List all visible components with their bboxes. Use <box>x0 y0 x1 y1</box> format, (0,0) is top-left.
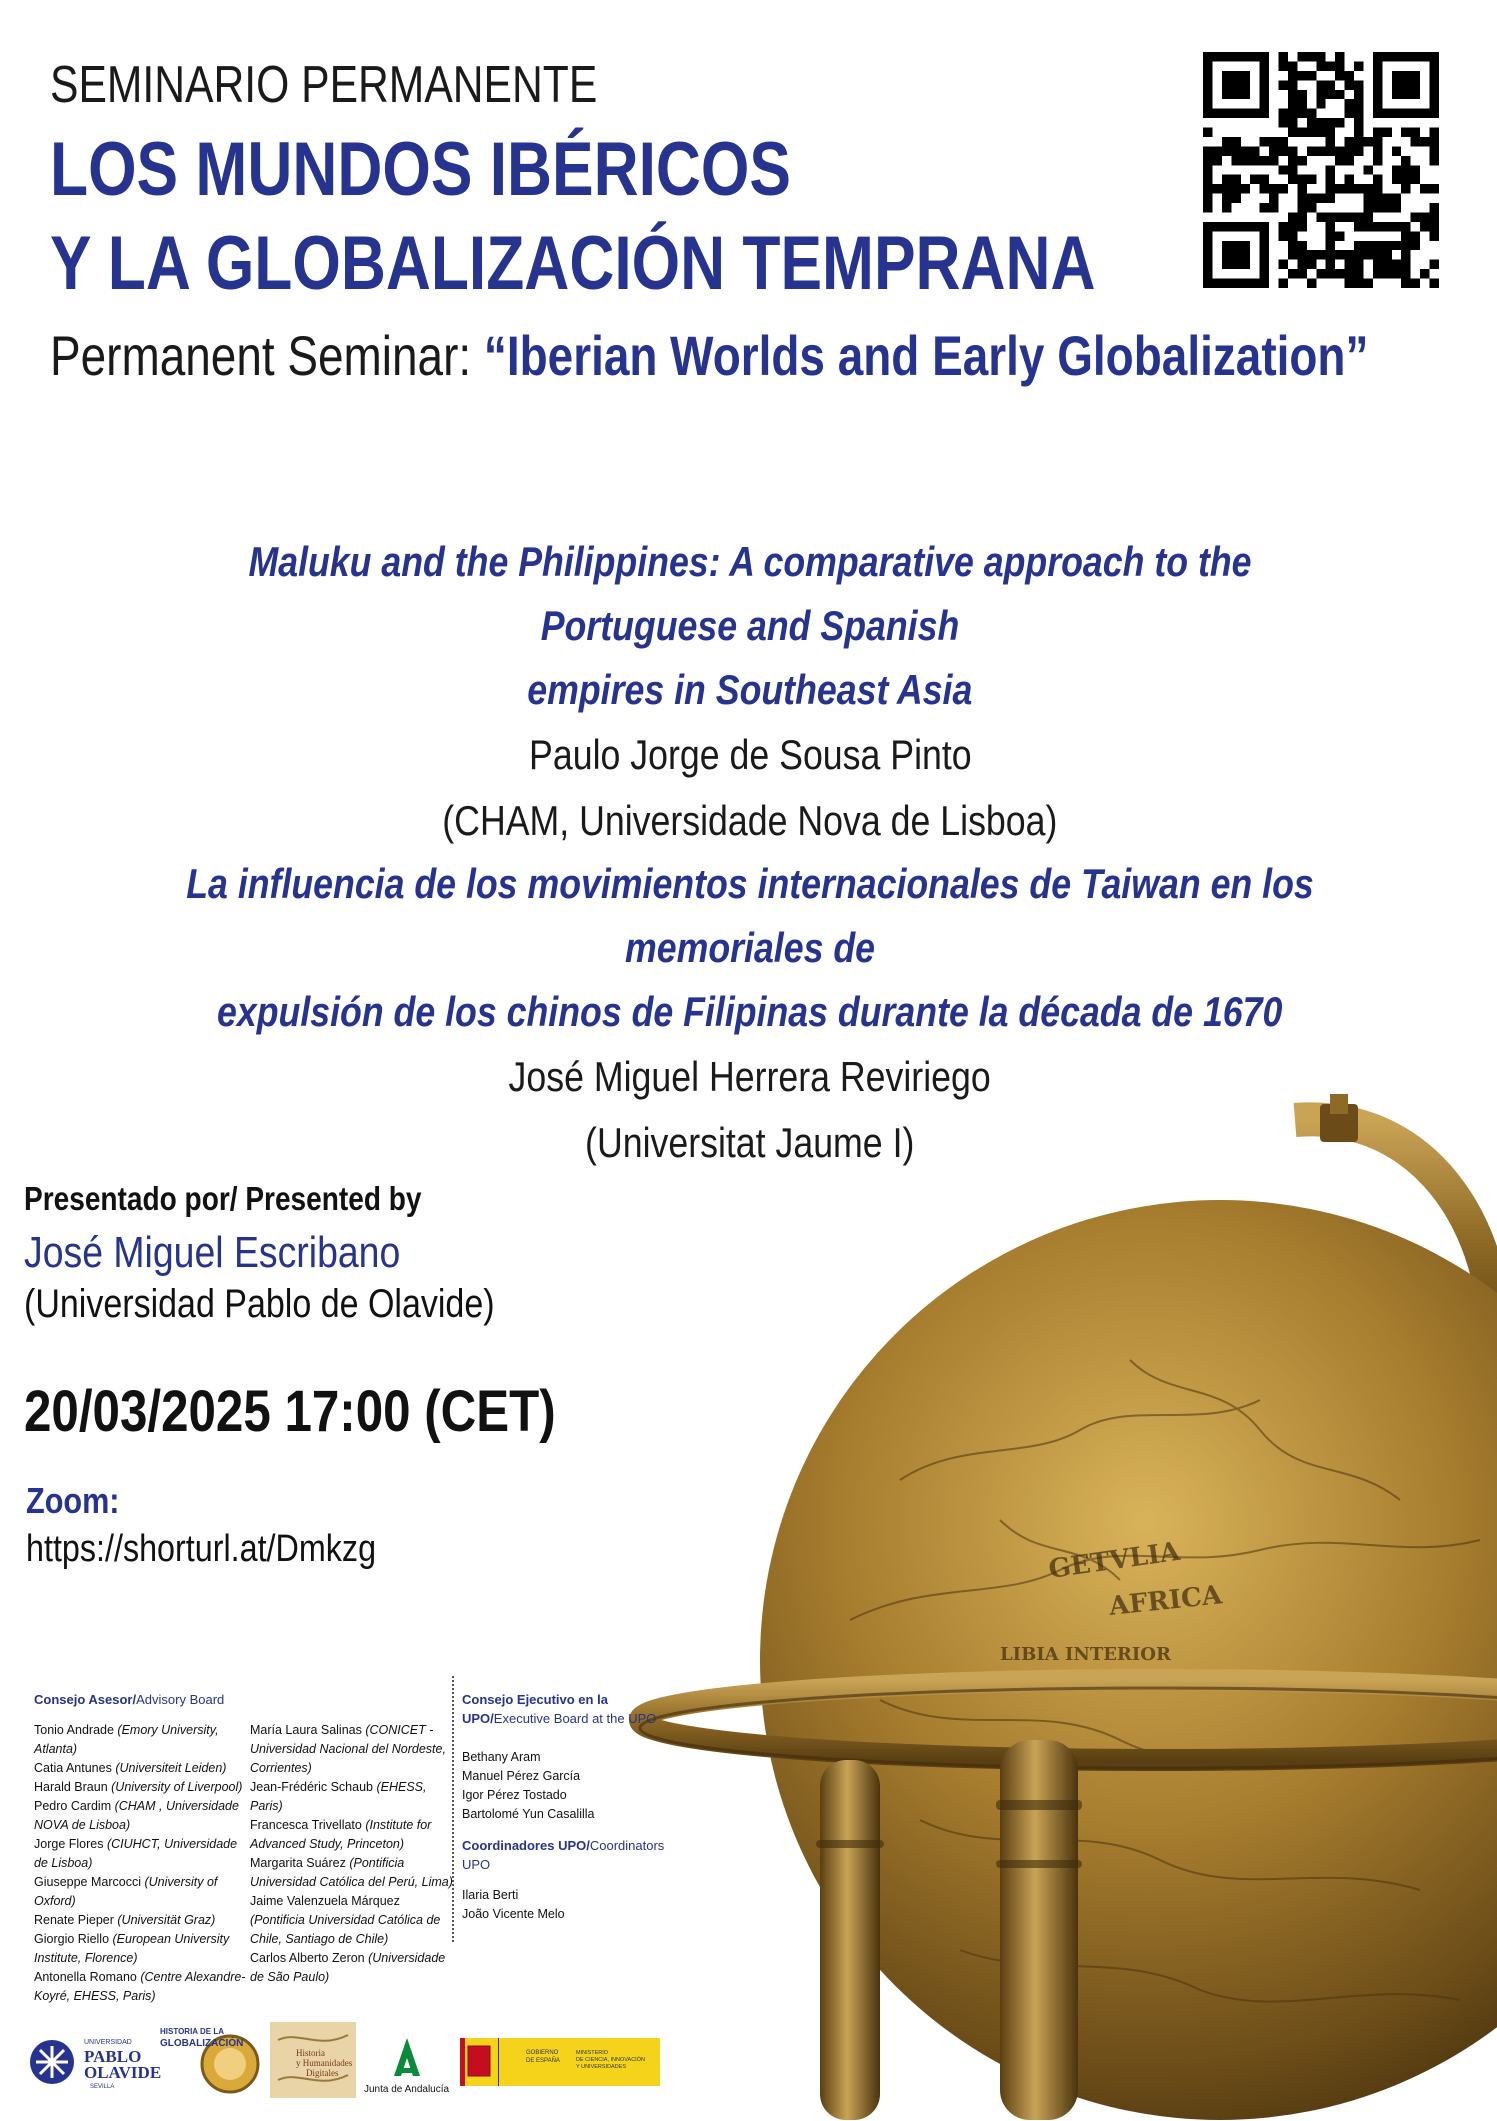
board-member: Bartolomé Yun Casalilla <box>462 1807 595 1821</box>
board-member: João Vicente Melo <box>462 1907 565 1921</box>
talk-title-line: La influencia de los movimientos internacionales de Taiwan en los memoriales de <box>186 860 1314 971</box>
talk-title <box>60 658 1440 722</box>
heading-es: Consejo Asesor/ <box>34 1692 137 1707</box>
upo-city: SEVILLA <box>90 2084 115 2090</box>
divider <box>452 1676 454 1942</box>
member-affiliation: (Emory University, Atlanta) <box>34 1723 219 1756</box>
member-name: Francesca Trivellato <box>250 1818 366 1832</box>
board-member <box>250 1778 455 1816</box>
coordinators-heading <box>462 1836 682 1874</box>
heading-en: Executive Board at the UPO <box>493 1711 657 1726</box>
advisory-board-list <box>34 1721 249 2006</box>
upo-name-1: PABLO <box>84 2047 142 2066</box>
member-name: Giuseppe Marcocci <box>34 1875 145 1889</box>
member-name: Jean-Frédéric Schaub <box>250 1780 377 1794</box>
junta-andalucia-logo <box>360 2020 455 2100</box>
member-affiliation: (CIUHCT, Universidade de Lisboa) <box>34 1837 238 1870</box>
zoom-link[interactable]: https://shorturl.at/Dmkzg <box>26 1528 377 1570</box>
board-member: Bethany Aram <box>462 1750 541 1764</box>
gobierno-espana-logo <box>460 2020 660 2100</box>
globe-illustration <box>700 1100 1497 2116</box>
subtitle <box>50 323 1369 388</box>
subtitle-title: “Iberian Worlds and Early Globalization” <box>483 324 1369 387</box>
talk-title-line: empires in Southeast Asia <box>527 666 973 713</box>
heading-es: Coordinadores UPO/ <box>462 1838 590 1853</box>
member-name: Renate Pieper <box>34 1913 118 1927</box>
board-member: Igor Pérez Tostado <box>462 1788 567 1802</box>
hg-line-2: GLOBALIZACIÓN <box>160 2038 244 2049</box>
coordinators-list <box>462 1886 682 1924</box>
board-member <box>34 1968 249 2006</box>
board-member <box>34 1759 249 1778</box>
member-affiliation: (Institute for Advanced Study, Princeton) <box>250 1818 432 1851</box>
talk-title <box>60 980 1440 1044</box>
executive-board-heading <box>462 1690 682 1728</box>
upo-logo <box>28 2020 162 2100</box>
svg-text:AFRICA: AFRICA <box>1107 1580 1224 1622</box>
historia-globalizacion-logo <box>158 2020 278 2100</box>
member-name: Jorge Flores <box>34 1837 107 1851</box>
ministerio-2: DE CIENCIA, INNOVACIÓN <box>576 2057 645 2063</box>
sponsor-logos <box>28 2020 668 2100</box>
globe-icon <box>700 1100 1497 2116</box>
subtitle-prefix: Permanent Seminar: <box>50 324 484 387</box>
event-datetime: 20/03/2025 17:00 (CET) <box>24 1379 556 1444</box>
member-affiliation: (CHAM , Universidade NOVA de Lisboa) <box>34 1799 239 1832</box>
presenter-block <box>24 1180 578 1327</box>
board-member <box>250 1854 455 1892</box>
upo-name-2: OLAVIDE <box>84 2063 162 2082</box>
boards-section <box>34 1690 714 2003</box>
member-name: Tonio Andrade <box>34 1723 118 1737</box>
board-member <box>250 1949 455 1987</box>
board-member <box>250 1892 455 1949</box>
member-name: Antonella Romano <box>34 1970 141 1984</box>
talk-1 <box>60 530 1440 854</box>
speaker-name: José Miguel Herrera Reviriego <box>508 1053 992 1100</box>
advisory-board-col-1 <box>34 1690 249 2006</box>
title-line-2: Y LA GLOBALIZACIÓN TEMPRANA <box>50 221 1096 306</box>
member-name: María Laura Salinas <box>250 1723 366 1737</box>
ministerio-1: MINISTERIO <box>576 2050 609 2056</box>
speaker-affiliation: (CHAM, Universidade Nova de Lisboa) <box>442 797 1058 844</box>
speaker-affiliation: (Universitat Jaume I) <box>585 1119 915 1166</box>
talk-affiliation <box>60 788 1440 854</box>
member-affiliation: (University of Liverpool) <box>111 1780 243 1794</box>
member-name: Harald Braun <box>34 1780 112 1794</box>
qr-code-icon[interactable] <box>1203 52 1439 288</box>
member-affiliation: (EHESS, Paris) <box>250 1780 427 1813</box>
board-member <box>250 1721 455 1778</box>
member-affiliation: (European University Institute, Florence) <box>34 1932 230 1965</box>
board-member <box>34 1778 249 1797</box>
heading-es: Consejo Ejecutivo en la UPO/ <box>462 1692 608 1726</box>
member-name: Catia Antunes <box>34 1761 116 1775</box>
junta-text: Junta de Andalucía <box>364 2084 450 2095</box>
talk-title-line: expulsión de los chinos de Filipinas durante la década de 1670 <box>217 988 1283 1035</box>
advisory-board-list <box>250 1721 455 1987</box>
presenter-name: José Miguel Escribano <box>24 1228 401 1277</box>
executive-board-col <box>462 1690 682 1924</box>
board-member <box>34 1721 249 1759</box>
hh-line-2: y Humanidades <box>296 2058 353 2068</box>
advisory-board-col-2 <box>250 1721 455 1987</box>
member-affiliation: (Universidade de São Paulo) <box>250 1951 446 1984</box>
heading-en: Coordinators UPO <box>462 1838 665 1872</box>
advisory-board-heading <box>34 1690 249 1709</box>
member-name: Carlos Alberto Zeron <box>250 1951 369 1965</box>
upo-small: UNIVERSIDAD <box>84 2039 132 2046</box>
member-affiliation: (Pontificia Universidad Católica de Chile, Santiago de Chile) <box>250 1913 441 1946</box>
talk-title <box>60 530 1440 658</box>
board-member <box>34 1911 249 1930</box>
svg-text:LIBIA INTERIOR: LIBIA INTERIOR <box>1000 1644 1171 1665</box>
member-affiliation: (Universiteit Leiden) <box>115 1761 227 1775</box>
title-line-1: LOS MUNDOS IBÉRICOS <box>50 127 791 212</box>
board-member <box>34 1930 249 1968</box>
svg-text:GETVLIA: GETVLIA <box>1046 1536 1182 1585</box>
hh-line-3: Digitales <box>306 2068 339 2078</box>
zoom-block <box>26 1480 438 1571</box>
member-name: Pedro Cardim <box>34 1799 115 1813</box>
gobierno-2: DE ESPAÑA <box>526 2058 560 2064</box>
board-member: Ilaria Berti <box>462 1888 519 1902</box>
talk-title <box>60 852 1440 980</box>
member-affiliation: (CONICET - Universidad Nacional del Nordeste, Corrientes) <box>250 1723 446 1775</box>
hh-line-1: Historia <box>296 2048 325 2058</box>
executive-board-list <box>462 1748 682 1824</box>
member-name: Jaime Valenzuela Márquez <box>250 1894 400 1908</box>
board-member: Manuel Pérez García <box>462 1769 581 1783</box>
ministerio-3: Y UNIVERSIDADES <box>576 2064 627 2070</box>
talk-title-line: Maluku and the Philippines: A comparative approach to the Portuguese and Spanish <box>248 538 1252 649</box>
board-member <box>250 1816 455 1854</box>
member-name: Margarita Suárez <box>250 1856 350 1870</box>
member-name: Giorgio Riello <box>34 1932 113 1946</box>
member-affiliation: (University of Oxford) <box>34 1875 218 1908</box>
presented-by-label: Presentado por/ Presented by <box>24 1180 422 1217</box>
talk-speaker <box>60 722 1440 788</box>
board-member <box>34 1835 249 1873</box>
board-member <box>34 1873 249 1911</box>
zoom-label: Zoom: <box>26 1480 120 1521</box>
member-affiliation: (Universität Graz) <box>117 1913 216 1927</box>
gobierno-1: GOBIERNO <box>526 2050 559 2056</box>
header <box>50 55 1369 388</box>
member-affiliation: (Pontificia Universidad Católica del Perú, Lima) <box>250 1856 453 1889</box>
member-affiliation: (Centre Alexandre-Koyré, EHESS, Paris) <box>34 1970 246 2003</box>
presenter-affiliation: (Universidad Pablo de Olavide) <box>24 1282 495 1326</box>
seminar-label: SEMINARIO PERMANENTE <box>50 56 598 114</box>
heading-en: Advisory Board <box>136 1692 225 1707</box>
speaker-name: Paulo Jorge de Sousa Pinto <box>528 731 972 778</box>
hg-line-1: HISTORIA DE LA <box>160 2027 225 2036</box>
historia-humanidades-logo <box>268 2020 358 2100</box>
board-member <box>34 1797 249 1835</box>
